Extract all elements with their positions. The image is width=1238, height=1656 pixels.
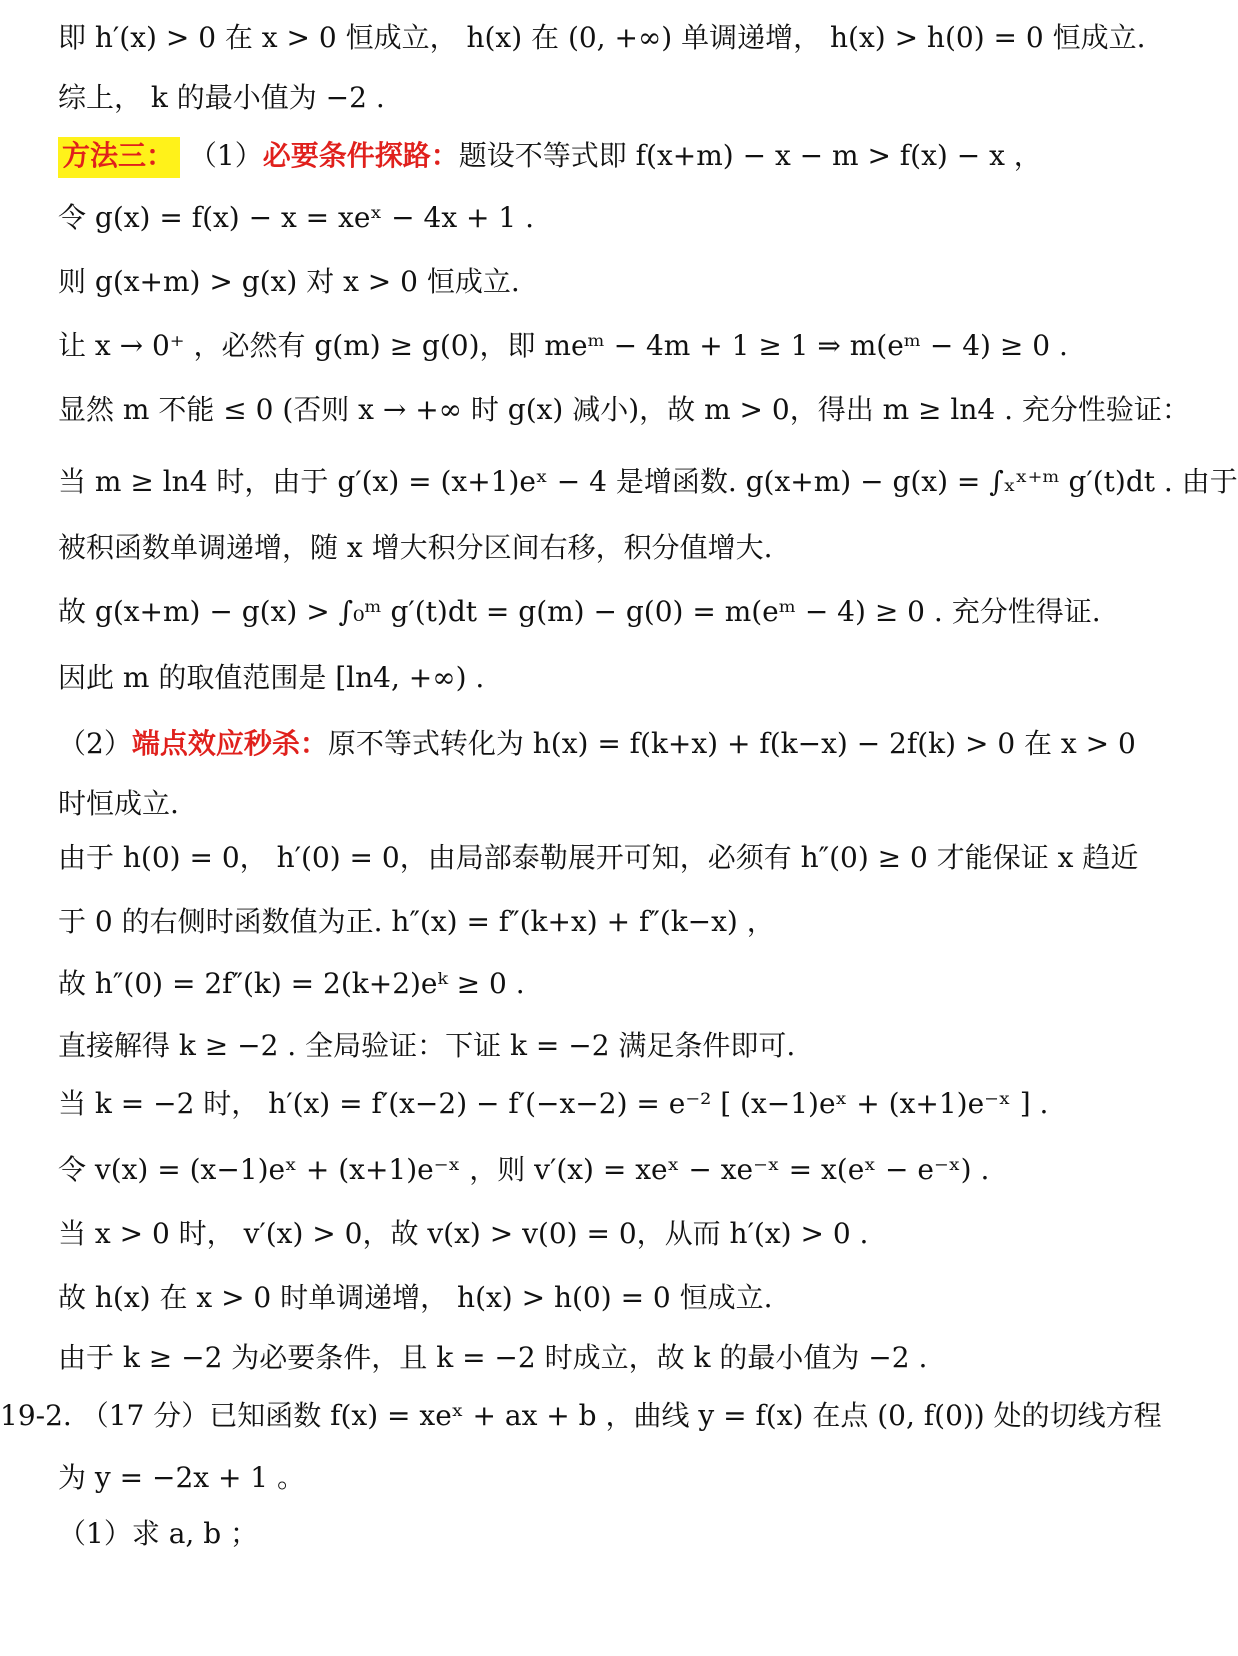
text-line: 当 m ≥ ln4 时，由于 g′(x) = (x+1)eˣ − 4 是增函数. g(x+m) − g(x) = ∫ₓˣ⁺ᵐ g′(t)dt . 由于 <box>58 465 1238 498</box>
text-line: 于 0 的右侧时函数值为正. h″(x) = f″(k+x) + f″(k−x) ， <box>58 905 775 938</box>
endpoint-effect-title: 端点效应秒杀： <box>131 727 328 760</box>
text-line: 令 g(x) = f(x) − x = xeˣ − 4x + 1 . <box>58 201 535 234</box>
text-line: 让 x → 0⁺ ，必然有 g(m) ≥ g(0)，即 meᵐ − 4m + 1 ≥ 1 ⇒ m(eᵐ − 4) ≥ 0 . <box>58 329 1068 362</box>
text-line: 因此 m 的取值范围是 [ln4, +∞) . <box>58 661 485 694</box>
text-line: 为 y = −2x + 1 。 <box>58 1461 306 1494</box>
text-line: 原不等式转化为 h(x) = f(k+x) + f(k−x) − 2f(k) > 0 在 x > 0 <box>327 727 1136 760</box>
text-line: 由于 k ≥ −2 为必要条件，且 k = −2 时成立，故 k 的最小值为 −2 . <box>58 1341 928 1374</box>
text-line: 被积函数单调递增，随 x 增大积分区间右移，积分值增大. <box>58 531 773 564</box>
text-line: 令 v(x) = (x−1)eˣ + (x+1)e⁻ˣ ，则 v′(x) = xeˣ − xe⁻ˣ = x(eˣ − e⁻ˣ) . <box>58 1153 990 1186</box>
problem-19-2-statement: 19-2. （17 分）已知函数 f(x) = xeˣ + ax + b ，曲线 y = f(x) 在点 (0, f(0)) 处的切线方程 <box>0 1399 1162 1432</box>
text-line: 综上， k 的最小值为 −2 . <box>58 81 385 114</box>
text-line: 直接解得 k ≥ −2 . 全局验证：下证 k = −2 满足条件即可. <box>58 1029 796 1062</box>
text-line: 即 h′(x) > 0 在 x > 0 恒成立， h(x) 在 (0, +∞) 单调递增， h(x) > h(0) = 0 恒成立. <box>58 21 1146 54</box>
text-line: 故 g(x+m) − g(x) > ∫₀ᵐ g′(t)dt = g(m) − g(0) = m(eᵐ − 4) ≥ 0 . 充分性得证. <box>58 595 1101 628</box>
text-line: 时恒成立. <box>58 787 179 820</box>
text-line: 显然 m 不能 ≤ 0 (否则 x → +∞ 时 g(x) 减小)，故 m > 0，得出 m ≥ ln4 . 充分性验证： <box>58 393 1190 426</box>
part-number: （2） <box>58 727 132 760</box>
text-line: 故 h(x) 在 x > 0 时单调递增， h(x) > h(0) = 0 恒成立. <box>58 1281 773 1314</box>
question-part-1: （1）求 a, b ； <box>58 1517 259 1550</box>
necessary-condition-title: 必要条件探路： <box>262 139 459 172</box>
text-line: 则 g(x+m) > g(x) 对 x > 0 恒成立. <box>58 265 520 298</box>
part-number: （1） <box>188 139 263 172</box>
text-line: 故 h″(0) = 2f″(k) = 2(k+2)eᵏ ≥ 0 . <box>58 967 525 1000</box>
text-line: 当 x > 0 时， v′(x) > 0，故 v(x) > v(0) = 0，从而 h′(x) > 0 . <box>58 1217 869 1250</box>
method-three-line <box>58 136 1060 176</box>
text-line: 由于 h(0) = 0， h′(0) = 0，由局部泰勒展开可知，必须有 h″(0) ≥ 0 才能保证 x 趋近 <box>58 841 1139 874</box>
part-two-line <box>58 724 1136 764</box>
text-line: 题设不等式即 f(x+m) − x − m > f(x) − x ， <box>458 139 1042 172</box>
text-line: 当 k = −2 时， h′(x) = f′(x−2) − f′(−x−2) = e⁻² [ (x−1)eˣ + (x+1)e⁻ˣ ] . <box>58 1087 1049 1120</box>
method-three-tag: 方法三： <box>58 137 180 178</box>
